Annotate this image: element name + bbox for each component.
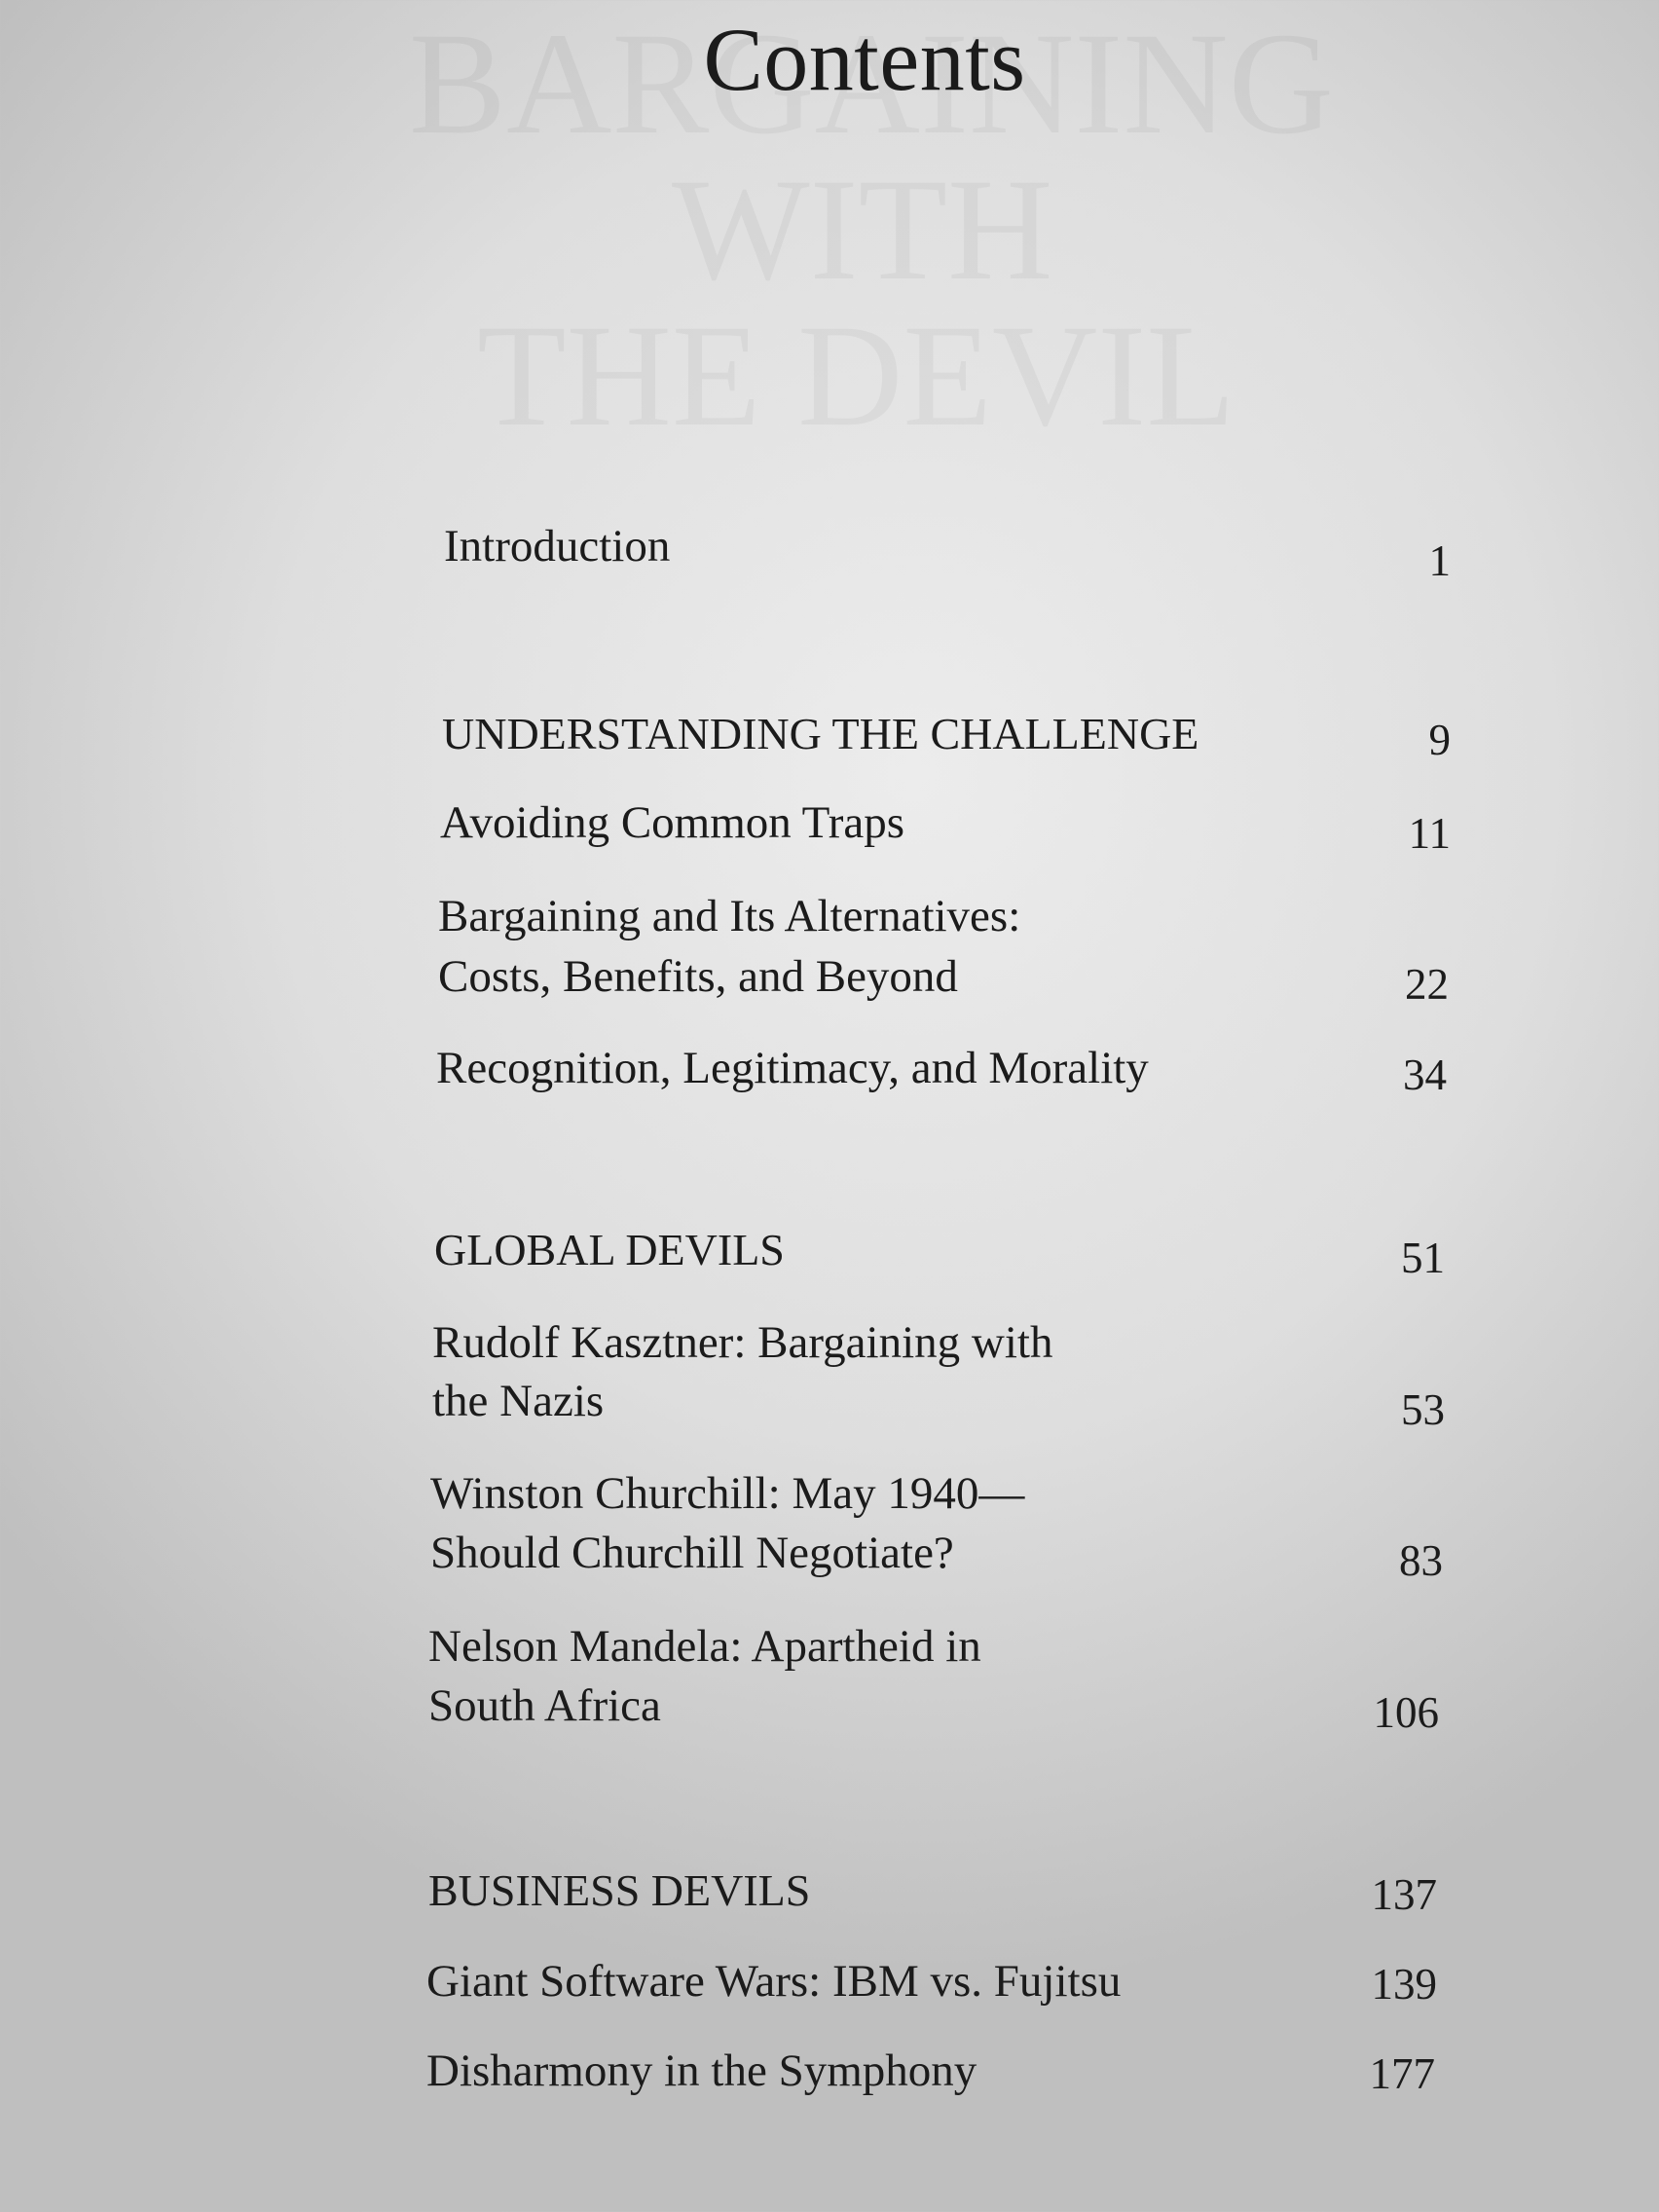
entry-title: GLOBAL DEVILS [434, 1225, 785, 1274]
entry-page-number: 139 [1371, 1960, 1437, 2009]
entry-page-number: 137 [1371, 1870, 1437, 1919]
entry-title-continued: Costs, Benefits, and Beyond [438, 951, 958, 1002]
entry-page-number: 51 [1401, 1234, 1445, 1282]
entry-title: Disharmony in the Symphony [426, 2046, 977, 2096]
entry-title: BUSINESS DEVILS [428, 1865, 811, 1915]
entry-title: Nelson Mandela: Apartheid in [428, 1621, 981, 1672]
entry-title: Giant Software Wars: IBM vs. Fujitsu [426, 1956, 1122, 2007]
entry-title: Introduction [444, 521, 671, 571]
entry-page-number: 34 [1403, 1051, 1447, 1099]
page-title: Contents [703, 10, 1026, 109]
entry-title: Winston Churchill: May 1940— [430, 1468, 1025, 1519]
entry-title: Avoiding Common Traps [440, 797, 905, 848]
entry-title: Rudolf Kasztner: Bargaining with [432, 1317, 1053, 1368]
entry-title: Bargaining and Its Alternatives: [438, 891, 1021, 941]
entry-page-number: 53 [1401, 1385, 1445, 1434]
entry-page-number: 1 [1428, 536, 1451, 585]
entry-page-number: 11 [1408, 809, 1451, 858]
entry-page-number: 22 [1405, 960, 1449, 1009]
entry-title: UNDERSTANDING THE CHALLENGE [442, 709, 1199, 758]
entry-page-number: 9 [1428, 716, 1451, 764]
entry-title-continued: Should Churchill Negotiate? [430, 1528, 954, 1578]
entry-page-number: 106 [1373, 1688, 1439, 1737]
entry-title-continued: the Nazis [432, 1376, 605, 1426]
entry-title-continued: South Africa [428, 1680, 661, 1731]
entry-page-number: 177 [1369, 2049, 1435, 2098]
entry-title: Recognition, Legitimacy, and Morality [436, 1043, 1149, 1093]
entry-page-number: 83 [1399, 1536, 1443, 1585]
